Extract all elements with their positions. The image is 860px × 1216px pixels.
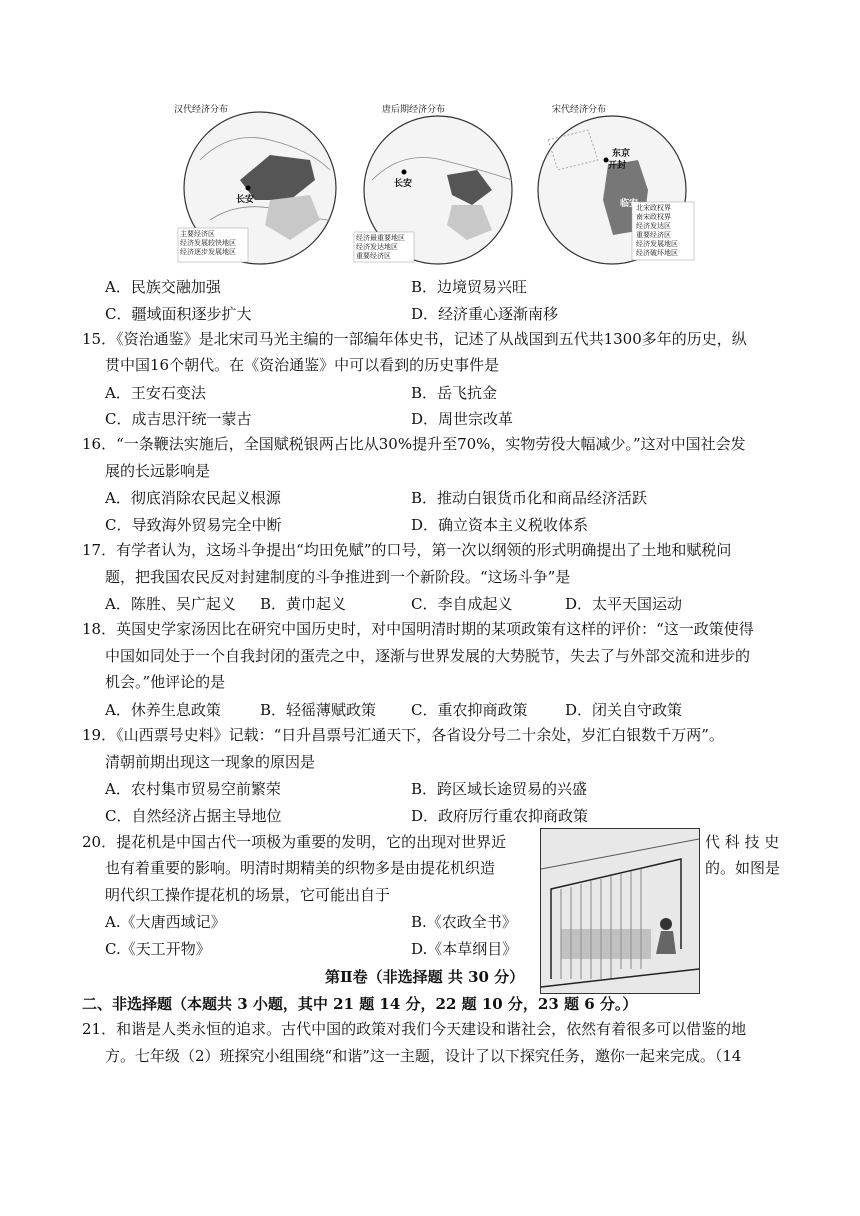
option-b: B．轻徭薄赋政策 <box>260 701 377 719</box>
question-18-line: 中国如同处于一个自我封闭的蛋壳之中，逐渐与世界发展的大势脱节，失去了与外部交流和进步的 <box>105 647 751 665</box>
option-c: C．导致海外贸易完全中断 <box>105 516 282 534</box>
map-legend: 主要经济区 经济发展较快地区 经济逐步发展地区 <box>180 230 236 256</box>
question-17-line: 题，把我国农民反对封建制度的斗争推进到一个新阶段。“这场斗争”是 <box>105 568 571 586</box>
map-tang <box>352 100 522 268</box>
question-20-line: 代 科 技 史 <box>705 833 780 851</box>
option-d: D．经济重心逐渐南移 <box>411 305 559 323</box>
option-b: B．跨区域长途贸易的兴盛 <box>411 780 588 798</box>
map-legend: 经济最重要地区 经济发达地区 重要经济区 <box>356 234 405 260</box>
section-2-heading: 二、非选择题（本题共 3 小题，其中 21 题 14 分，22 题 10 分，23 题 6 分。） <box>82 995 638 1013</box>
map-city-label: 开封 <box>608 161 627 171</box>
option-a: A．休养生息政策 <box>105 701 221 719</box>
question-16-line: 展的长远影响是 <box>105 462 211 480</box>
option-d: D．太平天国运动 <box>565 595 683 613</box>
question-19-line: 19．《山西票号史料》记载：“日升昌票号汇通天下，各省设分号二十余处，岁汇白银数千万两”。 <box>82 726 724 744</box>
question-18-line: 18．英国史学家汤因比在研究中国历史时，对中国明清时期的某项政策有这样的评价：“这一政策使得 <box>82 620 754 638</box>
option-d: D．周世宗改革 <box>411 410 514 428</box>
question-18-line: 机会。”他评论的是 <box>105 673 226 691</box>
map-title: 汉代经济分布 <box>174 105 229 115</box>
question-20-line: 也有着重要的影响。明清时期精美的织物多是由提花机织造 <box>105 859 496 877</box>
option-a: A．农村集市贸易空前繁荣 <box>105 780 281 798</box>
option-b: B.《农政全书》 <box>411 913 517 931</box>
option-a: A.《大唐西域记》 <box>105 913 226 931</box>
question-21-line: 方。七年级（2）班探究小组围绕“和谐”这一主题，设计了以下探究任务，邀你一起来完成。（14 <box>105 1047 742 1065</box>
map-song <box>528 100 698 268</box>
loom-illustration <box>540 828 700 994</box>
question-21-line: 21．和谐是人类永恒的追求。古代中国的政策对我们今天建设和谐社会，依然有着很多可以借鉴的地 <box>82 1020 747 1038</box>
option-c: C．重农抑商政策 <box>411 701 528 719</box>
option-b: B．边境贸易兴旺 <box>411 278 528 296</box>
map-title: 唐后期经济分布 <box>382 105 446 115</box>
map-city-label: 临安 <box>620 199 639 209</box>
map-legend: 北宋政权界 南宋政权界 经济发达区 重要经济区 经济发展地区 经济破坏地区 <box>636 204 678 257</box>
map-city-label: 东京 <box>612 149 631 159</box>
part-2-title: 第Ⅱ卷（非选择题 共 30 分） <box>325 968 525 986</box>
question-20-line: 20．提花机是中国古代一项极为重要的发明，它的出现对世界近 <box>82 833 507 851</box>
option-a: A．民族交融加强 <box>105 278 221 296</box>
option-c: C．疆域面积逐步扩大 <box>105 305 252 323</box>
question-15-line: 贯中国16个朝代。在《资治通鉴》中可以看到的历史事件是 <box>105 356 500 374</box>
option-d: D．确立资本主义税收体系 <box>411 516 589 534</box>
option-c: C.《天工开物》 <box>105 940 211 958</box>
option-a: A．彻底消除农民起义根源 <box>105 489 281 507</box>
option-b: B．黄巾起义 <box>260 595 347 613</box>
option-a: A．王安石变法 <box>105 384 206 402</box>
option-c: C．自然经济占据主导地位 <box>105 807 282 825</box>
option-c: C．成吉思汗统一蒙古 <box>105 410 252 428</box>
option-d: D.《本草纲目》 <box>411 940 518 958</box>
question-16-line: 16．“一条鞭法实施后，全国赋税银两占比从30%提升至70%，实物劳役大幅减少。”这对中国社会发 <box>82 435 746 453</box>
question-17-line: 17．有学者认为，这场斗争提出“均田免赋”的口号，第一次以纲领的形式明确提出了土地和赋税问 <box>82 541 732 559</box>
option-b: B．岳飞抗金 <box>411 384 498 402</box>
question-20-line: 明代织工操作提花机的场景，它可能出自于 <box>105 886 391 904</box>
question-15-line: 15．《资治通鉴》是北宋司马光主编的一部编年体史书，记述了从战国到五代共1300多年的历史，纵 <box>82 330 747 348</box>
option-d: D．政府厉行重农抑商政策 <box>411 807 589 825</box>
question-19-line: 清朝前期出现这一现象的原因是 <box>105 753 316 771</box>
map-city-label: 长安 <box>394 179 413 189</box>
option-d: D．闭关自守政策 <box>565 701 683 719</box>
option-c: C．李自成起义 <box>411 595 513 613</box>
option-b: B．推动白银货币化和商品经济活跃 <box>411 489 648 507</box>
question-20-line: 的。如图是 <box>705 859 781 877</box>
map-han <box>170 100 348 268</box>
map-title: 宋代经济分布 <box>552 105 607 115</box>
option-a: A．陈胜、吴广起义 <box>105 595 236 613</box>
map-city-label: 长安 <box>236 195 255 205</box>
